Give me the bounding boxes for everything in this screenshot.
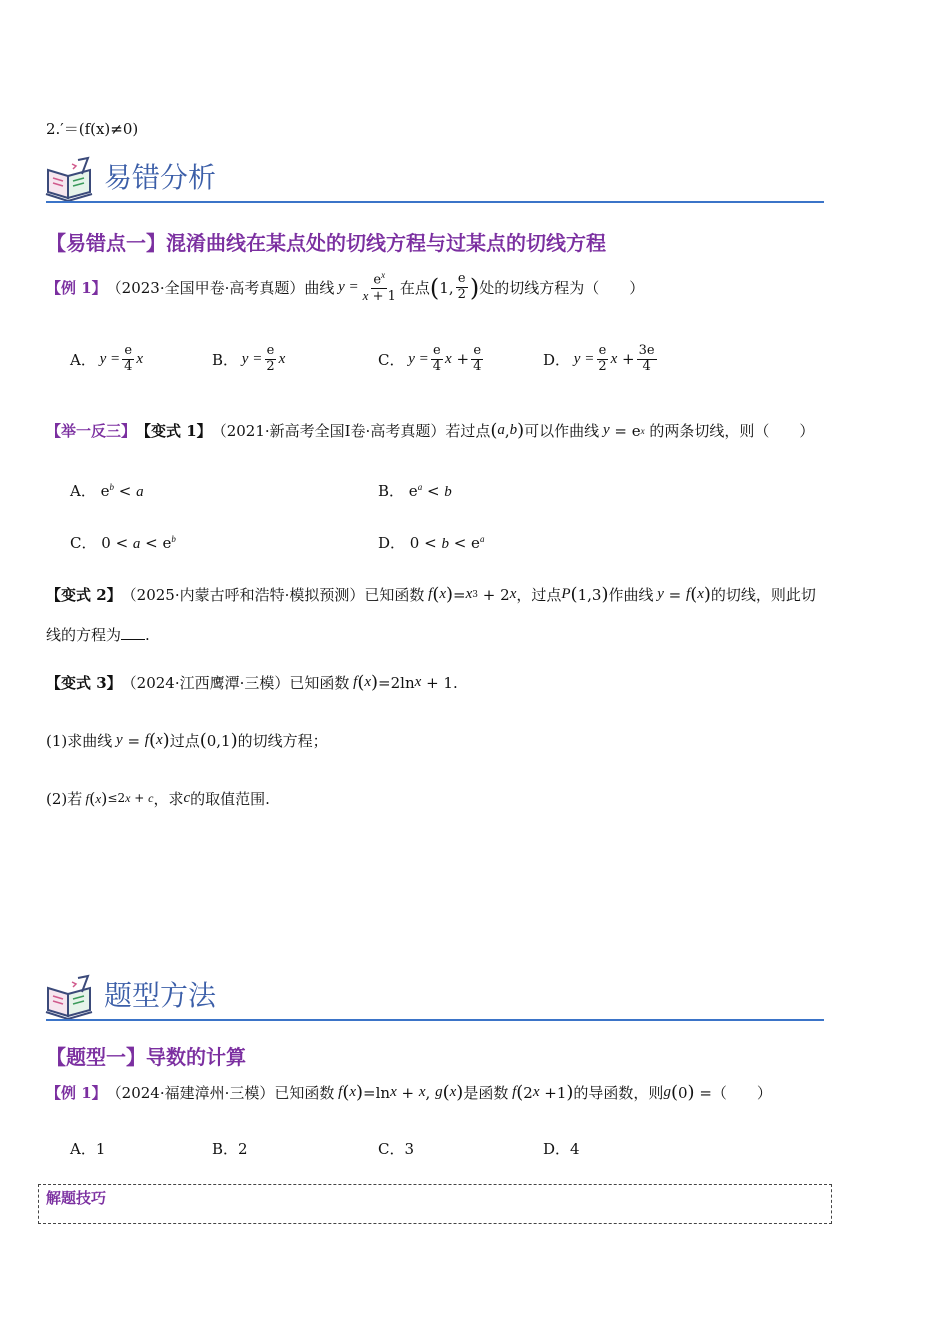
variant-line2-text: 线的方程为 xyxy=(46,626,122,644)
variant1-option-b[interactable]: B． $e^a < b$ xyxy=(378,482,452,500)
example-tail: 处的切线方程为（ ） xyxy=(479,279,645,298)
variant1-option-a[interactable]: A． $e^b < a$ xyxy=(70,482,144,500)
type-heading: 【题型一】导数的计算 xyxy=(46,1045,246,1069)
math-y-eq: y = xyxy=(334,279,359,296)
question-text: 的取值范围. xyxy=(190,790,270,808)
variant-mid: 可以作曲线 xyxy=(524,422,600,440)
practice-tag: 【举一反三】 xyxy=(46,422,137,440)
question-text: 过点 xyxy=(169,732,200,750)
example1-stem: 【例 1】 （2023·全国甲卷·高考真题）曲线 y = $\frac{e^x}{x + 1}$ 在点 ( 1, $\frac{e}{2}$ ) 处的切线方程为（ ） xyxy=(46,270,645,305)
variant-tail: 的两条切线，则（ ） xyxy=(649,422,815,440)
option-label: D． xyxy=(378,534,406,552)
example2-stem: 【例 1】 （2024·福建漳州·三模）已知函数 f ( x ) =ln x + x , g ( x ) 是函数 f ( 2 x +1 ) 的导函数，则 g ( 0 ) = （ ） xyxy=(46,1082,772,1103)
question-text: ，求 xyxy=(153,790,184,808)
variant-source: （2021·新高考全国Ⅰ卷·高考真题）若过点 xyxy=(211,422,491,440)
variant1-stem: 【举一反三】 【变式 1】 （2021·新高考全国Ⅰ卷·高考真题）若过点 ( a , b ) 可以作曲线 y = e x 的两条切线，则（ ） xyxy=(46,420,815,441)
example-end: （ ） xyxy=(711,1084,772,1102)
top-formula: 2.′＝(f(x)≠0) xyxy=(46,120,139,138)
variant-label: 【变式 3】 xyxy=(46,674,122,692)
example2-option-a[interactable]: A．1 xyxy=(70,1140,106,1158)
open-book-icon xyxy=(44,974,96,1020)
example-tag: 【例 1】 xyxy=(46,1084,107,1102)
example-tail: 的导函数，则 xyxy=(573,1084,664,1102)
option-label: C． xyxy=(70,534,97,552)
variant2-line2 xyxy=(46,624,150,645)
option-label: A． xyxy=(70,350,96,369)
example2-option-b[interactable]: B．2 xyxy=(212,1140,248,1158)
variant1-option-c[interactable]: C． $0 < a < e^b$ xyxy=(70,534,176,552)
variant-tail: . xyxy=(452,673,458,692)
variant3-q2: (2)若 f ( x ) ≤2x + c ，求 c 的取值范围. xyxy=(46,789,270,808)
answer-blank[interactable] xyxy=(121,627,145,640)
variant-source: （2024·江西鹰潭·三模）已知函数 xyxy=(121,674,350,692)
example2-option-c[interactable]: C．3 xyxy=(378,1140,415,1158)
example-mid: 在点 xyxy=(399,279,430,298)
tips-label: 解题技巧 xyxy=(46,1189,107,1207)
variant-label: 【变式 1】 xyxy=(136,422,212,440)
section-title-methods: 题型方法 xyxy=(104,979,217,1012)
option-label: B． xyxy=(212,350,239,369)
question-text: 的切线方程； xyxy=(237,732,328,750)
section-rule xyxy=(46,1019,824,1021)
example2-option-d[interactable]: D．4 xyxy=(543,1140,580,1158)
error-point-heading: 【易错点一】混淆曲线在某点处的切线方程与过某点的切线方程 xyxy=(46,231,606,255)
variant-mid: ，过点 xyxy=(516,586,562,604)
section-title-errors: 易错分析 xyxy=(104,161,217,194)
option-label: D． xyxy=(543,350,571,369)
section-rule xyxy=(46,201,824,203)
variant-source: （2025·内蒙古呼和浩特·模拟预测）已知函数 xyxy=(121,586,425,604)
option-d[interactable]: D． y = $\frac{e}{2}$ x + $\frac{3e}{4}$ xyxy=(543,343,655,374)
option-c[interactable]: C． y = $\frac{e}{4}$ x + $\frac{e}{4}$ xyxy=(378,343,482,374)
option-b[interactable]: B． y = $\frac{e}{2}$ x xyxy=(212,343,286,374)
option-label: A． xyxy=(70,482,96,500)
tips-box xyxy=(38,1184,832,1224)
variant1-option-d[interactable]: D． $0 < b < e^a$ xyxy=(378,534,485,552)
open-book-icon xyxy=(44,156,96,202)
variant-mid2: 作曲线 xyxy=(608,586,654,604)
math-fraction: $\frac{e}{2}$ xyxy=(457,271,466,303)
variant3-stem: 【变式 3】 （2024·江西鹰潭·三模）已知函数 f ( x ) =2ln x + 1 . xyxy=(46,672,458,693)
option-label: B． xyxy=(378,482,405,500)
variant-label: 【变式 2】 xyxy=(46,586,122,604)
variant3-q1: (1)求曲线 y = f ( x ) 过点 ( 0,1 ) 的切线方程； xyxy=(46,730,328,751)
question-text: (1)求曲线 xyxy=(46,732,113,750)
option-a[interactable]: A． y = $\frac{e}{4}$ x xyxy=(70,343,144,374)
variant-line2-end: . xyxy=(145,626,150,644)
variant2-stem: 【变式 2】 （2025·内蒙古呼和浩特·模拟预测）已知函数 f ( x ) = x 3 + 2 x ，过点 P ( 1,3 ) 作曲线 y = f ( x ) 的切线，则此切 xyxy=(46,584,816,605)
example-source: （2023·全国甲卷·高考真题）曲线 xyxy=(106,279,335,298)
example-tag: 【例 1】 xyxy=(46,279,107,298)
option-label: C． xyxy=(378,350,405,369)
example-source: （2024·福建漳州·三模）已知函数 xyxy=(106,1084,335,1102)
example-mid: 是函数 xyxy=(463,1084,509,1102)
math-fraction: $\frac{e^x}{x + 1}$ xyxy=(362,270,396,305)
variant-tail: 的切线，则此切 xyxy=(710,586,816,604)
question-text: (2)若 xyxy=(46,790,83,808)
